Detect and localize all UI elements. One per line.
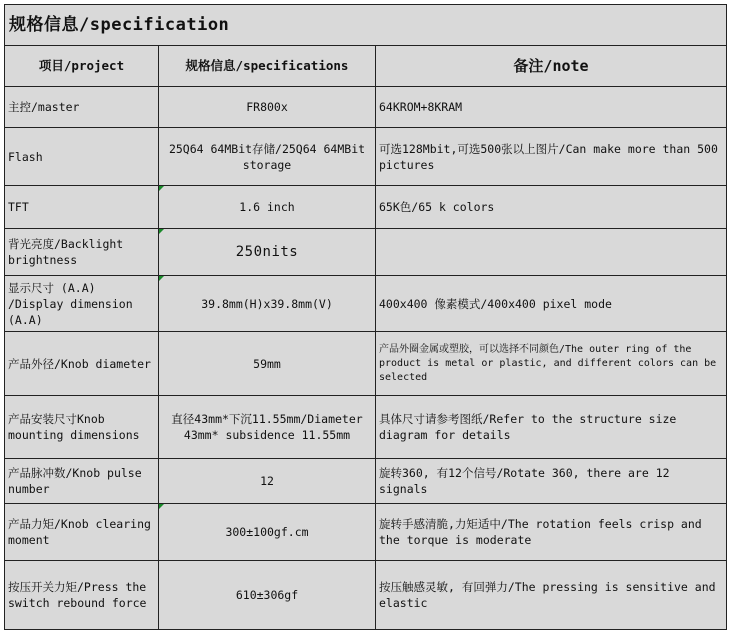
row-project: 产品脉冲数/Knob pulse number (5, 459, 159, 504)
row-spec: 直径43mm*下沉11.55mm/Diameter 43mm* subsidence 11.55mm (159, 396, 376, 459)
row-project: TFT (5, 186, 159, 229)
row-spec: 610±306gf (159, 561, 376, 630)
row-spec: 25Q64 64MBit存储/25Q64 64MBit storage (159, 128, 376, 186)
row-project: 按压开关力矩/Press the switch rebound force (5, 561, 159, 630)
header-specifications: 规格信息/specifications (159, 46, 376, 87)
header-project: 项目/project (5, 46, 159, 87)
row-spec: FR800x (159, 87, 376, 128)
row-spec: 250nits (159, 229, 376, 276)
row-note: 65K色/65 k colors (376, 186, 727, 229)
row-note: 具体尺寸请参考图纸/Refer to the structure size diagram for details (376, 396, 727, 459)
table-row (5, 332, 727, 396)
row-project: Flash (5, 128, 159, 186)
table-row (5, 276, 727, 332)
row-note: 64KROM+8KRAM (376, 87, 727, 128)
row-spec: 39.8mm(H)x39.8mm(V) (159, 276, 376, 332)
spec-table (4, 4, 727, 630)
row-spec: 1.6 inch (159, 186, 376, 229)
row-note: 产品外圈金属或塑胶，可以选择不同颜色/The outer ring of the product is metal or plastic, and different colors can be selected (376, 332, 727, 396)
header-row (5, 46, 727, 87)
table-row (5, 561, 727, 630)
row-note (376, 229, 727, 276)
row-project: 背光亮度/Backlight brightness (5, 229, 159, 276)
table-row (5, 504, 727, 561)
row-note: 按压触感灵敏, 有回弹力/The pressing is sensitive and elastic (376, 561, 727, 630)
row-spec: 12 (159, 459, 376, 504)
table-title: 规格信息/specification (5, 5, 727, 46)
table-row (5, 186, 727, 229)
table-row (5, 87, 727, 128)
spec-sheet (4, 4, 726, 630)
row-note: 旋转360, 有12个信号/Rotate 360, there are 12 signals (376, 459, 727, 504)
row-note: 400x400 像素模式/400x400 pixel mode (376, 276, 727, 332)
row-project: 产品安装尺寸Knob mounting dimensions (5, 396, 159, 459)
row-spec: 59mm (159, 332, 376, 396)
title-row (5, 5, 727, 46)
row-project: 产品力矩/Knob clearing moment (5, 504, 159, 561)
header-note: 备注/note (376, 46, 727, 87)
table-row (5, 396, 727, 459)
row-note: 可选128Mbit,可选500张以上图片/Can make more than 500 pictures (376, 128, 727, 186)
row-project: 产品外径/Knob diameter (5, 332, 159, 396)
row-spec: 300±100gf.cm (159, 504, 376, 561)
table-row (5, 229, 727, 276)
table-row (5, 128, 727, 186)
row-project: 显示尺寸 (A.A) /Display dimension (A.A) (5, 276, 159, 332)
row-note: 旋转手感清脆,力矩适中/The rotation feels crisp and the torque is moderate (376, 504, 727, 561)
row-project: 主控/master (5, 87, 159, 128)
table-row (5, 459, 727, 504)
